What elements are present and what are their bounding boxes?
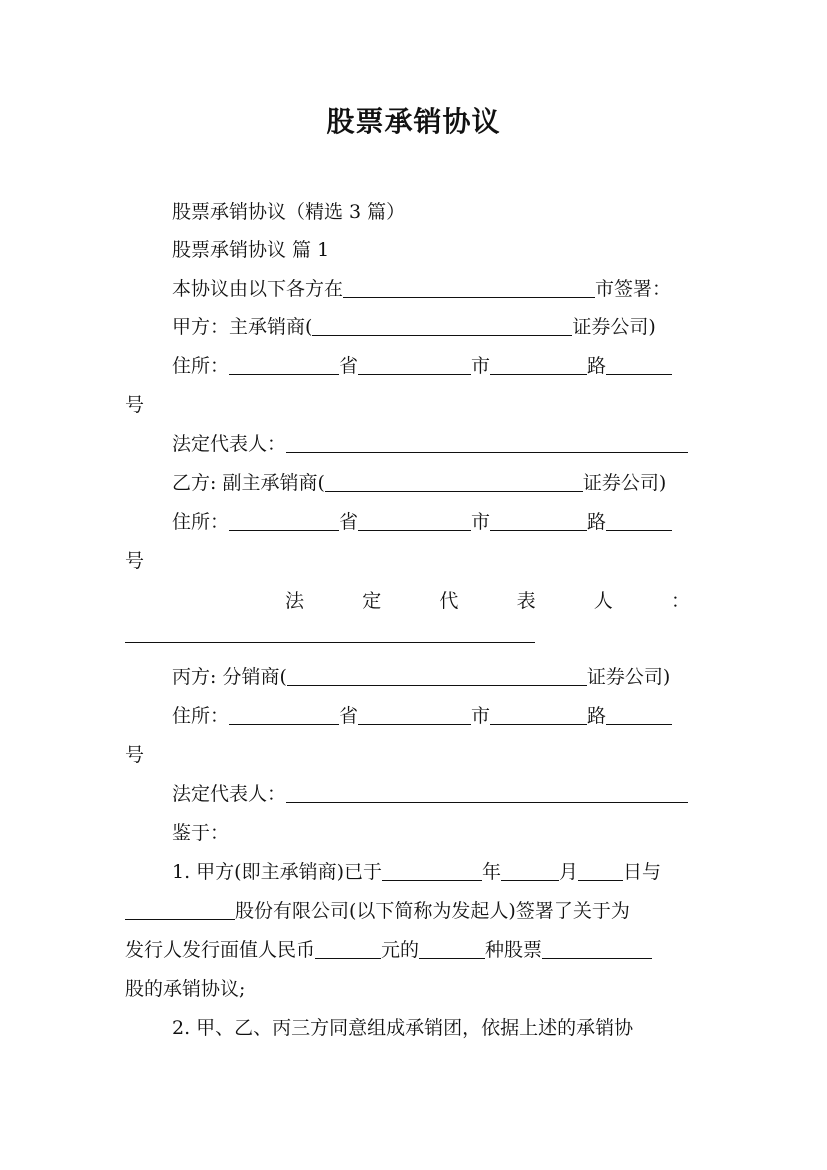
text: 日与 [623,861,662,883]
blank [358,355,471,375]
subtitle-text: 股票承销协议（精选 3 篇） [172,201,406,223]
blank [542,939,652,959]
clause-2-line-1 [172,1016,705,1040]
party-b-line [172,471,705,495]
text: 住所： [172,511,230,533]
party-a-address [172,354,705,378]
text: 路 [587,511,607,533]
text: 省 [339,355,359,377]
text: 元的 [381,939,420,961]
text: 本协议由以下各方在 [172,278,344,300]
text: 市 [471,705,491,727]
blank-rep [125,623,535,643]
blank-rep [286,783,688,803]
text: 表 [516,590,536,612]
text: 鉴于： [172,822,230,844]
text: 法定代表人： [172,433,287,455]
address-number [125,393,705,417]
clause-1-line-2 [125,899,705,923]
text: 市 [471,355,491,377]
text: 法定代表人： [172,783,287,805]
text: ： [670,590,690,612]
text: 丙方: 分销商( [172,666,287,688]
clause-1-line-3 [125,938,705,962]
text: 证券公司) [572,316,656,338]
blank [490,705,587,725]
text: 代 [439,590,459,612]
text: 甲方：主承销商( [172,316,313,338]
clause-1-line-4 [125,977,705,1001]
text: 路 [587,705,607,727]
text: 乙方: 副主承销商( [172,472,325,494]
subtitle-line [172,200,705,224]
blank [419,939,485,959]
text: 人 [593,590,613,612]
party-b-rep-spread [285,589,690,613]
text: 住所： [172,705,230,727]
signing-place-line [172,277,705,301]
blank [358,511,471,531]
party-b-address [172,510,705,534]
text: 月 [559,861,579,883]
party-b-rep-blank [125,622,705,646]
blank [382,861,482,881]
blank [606,705,672,725]
text: 2. 甲、乙、丙三方同意组成承销团，依据上述的承销协 [172,1017,634,1039]
text: 省 [339,705,359,727]
text: 1. 甲方(即主承销商)已于 [172,861,382,883]
section-heading [172,238,705,262]
document-title: 股票承销协议 [326,105,501,138]
blank [501,861,559,881]
text: 种股票 [485,939,543,961]
blank [578,861,623,881]
text: 省 [339,511,359,533]
party-a-rep [172,432,705,456]
text: 路 [587,355,607,377]
text: 发行人发行面值人民币 [125,939,316,961]
blank-city [343,278,595,298]
text: 定 [362,590,382,612]
blank [606,511,672,531]
blank [606,355,672,375]
text: 住所： [172,355,230,377]
text: 市 [471,511,491,533]
party-c-rep [172,782,705,806]
text: 股的承销协议; [125,978,246,1000]
party-a-line [172,315,705,339]
whereas-line [172,821,705,845]
blank [229,355,339,375]
blank [229,511,339,531]
blank-party-c [287,666,587,686]
text: 证券公司) [582,472,667,494]
blank-party-a [312,316,572,336]
text: 市签署： [595,278,672,300]
party-c-address [172,704,705,728]
blank [229,705,339,725]
blank [490,511,587,531]
party-c-line [172,665,705,689]
address-number [125,549,705,573]
text: 号 [125,394,145,416]
blank [125,900,235,920]
blank-party-b [325,472,583,492]
text: 法 [285,590,305,612]
blank [315,939,381,959]
blank-rep [286,433,688,453]
address-number [125,743,705,767]
text: 号 [125,550,145,572]
blank [358,705,471,725]
section-heading-text: 股票承销协议 篇 1 [172,239,330,261]
text: 股份有限公司(以下简称为发起人)签署了关于为 [235,900,630,922]
blank [490,355,587,375]
clause-1-line-1 [172,860,705,884]
text: 号 [125,744,145,766]
text: 年 [482,861,502,883]
text: 证券公司) [586,666,671,688]
